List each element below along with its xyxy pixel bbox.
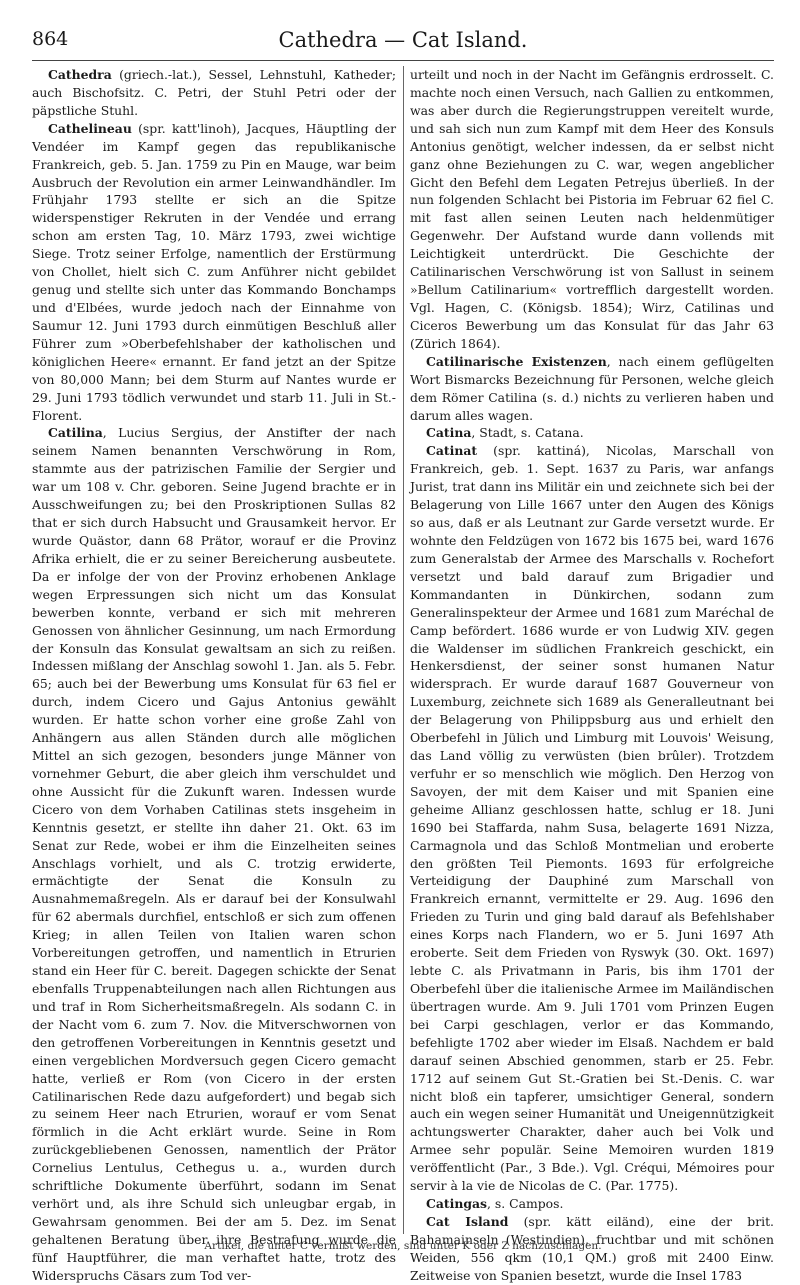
entry-text: (spr. kattiná), Nicolas, Marschall von Frankreich, geb. 1. Sept. 1637 zu Paris, war anfangs Jurist, trat dann ins Militär ein und zeichnete sich bei der Belagerung von Lille 1667 unter den Augen des Königs so aus, daß er als Leutnant zur Garde versetzt wurde. Er wohnte den Feldzügen von 1672 bis 1675 bei, ward 1676 zum Generalstab der Armee des Marschalls v. Rochefort versetzt und bald darauf zum Brigadier und Kommandanten in Dünkirchen, sodann zum Generalinspekteur der Armee und 1681 zum Maréchal de Camp befördert. 1686 wurde er von Ludwig XIV. gegen die Waldenser im südlichen Frankreich geschickt, ein Henkersdienst, der seiner sonst humanen Natur widersprach. Er wurde darauf 1687 Gouverneur von Luxemburg, zeichnete sich 1689 als Generalleutnant bei der Belagerung von Philippsburg aus und erhielt den Oberbefehl in Jülich und Limburg mit Louvois' Weisung, das Land völlig zu verwüsten (bien brûler). Trotzdem verfuhr er so menschlich wie möglich. Den Herzog von Savoyen, der mit dem Kaiser und mit Spanien eine geheime Allianz geschlossen hatte, schlug er 18. Juni 1690 bei Staffarda, nahm Susa, belagerte 1691 Nizza, Carmagnola und das Schloß Montmelian und eroberte den größten Teil Piemonts. 1693 für erfolgreiche Verteidigung der Dauphiné zum Marschall von Frankreich ernannt, vermittelte er 29. Aug. 1696 den Frieden zu Turin und ging bald darauf als Befehlshaber eines Korps nach Flandern, wo er 5. Juni 1697 Ath eroberte. Seit dem Frieden von Ryswyk (30. Okt. 1697) lebte C. als Privatmann in Paris, bis ihm 1701 der Oberbefehl über die italienische Armee im Mailändischen übertragen wurde. Am 9. Juli 1701 vom Prinzen Eugen bei Carpi geschlagen, verlor er das Kommando, befehligte 1702 aber wieder im Elsaß. Nachdem er bald darauf seinen Abschied genommen, starb er 25. Febr. 1712 auf seinem Gut St.-Gratien bei St.-Denis. C. war nicht bloß ein tapferer, umsichtiger General, sondern auch ein wegen seiner Humanität und Uneigennützigkeit achtungswerter Charakter, daher auch bei Volk und Armee sehr populär. Seine Memoiren wurden 1819 veröffentlicht (Par., 3 Bde.). Vgl. Créqui, Mémoires pour servir à la vie de Nicolas de C. (Par. 1775). (410, 443, 774, 1194)
entry-text: , Stadt, s. Catana. (471, 425, 584, 441)
headword: Catilinarische Existenzen (426, 353, 607, 369)
entry-catina (410, 424, 774, 442)
entry-text: , Lucius Sergius, der Anstifter der nach seinem Namen benannten Verschwörung in Rom, stammte aus der patrizischen Familie der Sergier und war um 108 v. Chr. geboren. Seine Jugend brachte er in Ausschweifungen zu; bei den Proskriptionen Sullas 82 that er sich durch Habsucht und Grausamkeit hervor. Er wurde Quästor, dann 68 Prätor, worauf er die Provinz Afrika erhielt, die er zu seiner Bereicherung ausbeutete. Da er infolge der von der Provinz erhobenen Anklage wegen Erpressungen sich nicht um das Konsulat bewerben konnte, verband er sich mit mehreren Genossen von ähnlicher Gesinnung, um nach Ermordung der Konsuln das Konsulat gewaltsam an sich zu reißen. Indessen mißlang der Anschlag sowohl 1. Jan. als 5. Febr. 65; auch bei der Bewerbung ums Konsulat für 63 fiel er durch, indem Cicero und Gajus Antonius gewählt wurden. Er hatte schon vorher eine große Zahl von Anhängern aus allen Ständen durch alle möglichen Mittel an sich gezogen, besonders junge Männer von vornehmer Geburt, die aber gleich ihm verschuldet und ohne Aussicht für die Zukunft waren. Indessen wurde Cicero von dem Vorhaben Catilinas stets insgeheim in Kenntnis gesetzt, er stellte ihn daher 21. Okt. 63 im Senat zur Rede, wobei er ihm die Einzelheiten seines Anschlags vorhielt, und als C. trotzig erwiderte, ermächtigte der Senat die Konsuln zu Ausnahmemaßregeln. Als er darauf bei der Konsulwahl für 62 abermals durchfiel, entschloß er sich zum offenen Krieg; in allen Teilen von Italien waren schon Vorbereitungen getroffen, und namentlich in Etrurien stand ein Heer für C. bereit. Dagegen schickte der Senat ebenfalls Truppenabteilungen nach allen Richtungen aus und traf in Rom Sicherheitsmaßregeln. Als sodann C. in der Nacht vom 6. zum 7. Nov. die Mitverschwornen von den getroffenen Vorbereitungen in Kenntnis gesetzt und einen vergeblichen Mordversuch gegen Cicero gemacht hatte, verließ er Rom (von Cicero in der ersten Catilinarischen Rede dazu aufgefordert) und begab sich zu seinem Heer nach Etrurien, worauf er vom Senat förmlich in die Acht erklärt wurde. Seine in Rom zurückgebliebenen Genossen, namentlich der Prätor Cornelius Lentulus, Cethegus u. a., wurden durch schriftliche Dokumente überführt, sodann im Senat verhört und, als ihre Schuld sich unleugbar ergab, in Gewahrsam genommen. Bei der am 5. Dez. im Senat gehaltenen Beratung über ihre Bestrafung wurde die fünf Hauptführer, die man verhaftet hatte, trotz des Widerspruchs Cäsars zum Tod ver- (32, 425, 396, 1283)
entry-catingas (410, 1195, 774, 1213)
entry-cathedra (32, 66, 396, 120)
entry-cathelineau (32, 120, 396, 425)
footer-note: Artikel, die unter C vermißt werden, sind unter K oder Z nachzuschlagen. (204, 1240, 602, 1252)
column-divider (403, 66, 404, 1234)
entry-catilina-continued (410, 66, 774, 353)
right-column (410, 66, 774, 1285)
entry-text: (spr. katt'linoh), Jacques, Häuptling der Vendéer im Kampf gegen das republikanische Frankreich, geb. 5. Jan. 1759 zu Pin en Mauge, war beim Ausbruch der Revolution ein armer Leinwandhändler. Im Frühjahr 1793 stellte er sich an die Spitze widerspenstiger Rekruten in der Vendée und errang schon am ersten Tag, 10. März 1793, zwei wichtige Siege. Trotz seiner Erfolge, namentlich der Erstürmung von Chollet, hielt sich C. zum Anführer nicht gebildet genug und stellte sich unter das Kommando Bonchamps und d'Elbées, wurde jedoch nach der Einnahme von Saumur 12. Juni 1793 durch einmütigen Beschluß aller Führer zum »Oberbefehlshaber der katholischen und königlichen Heere« ernannt. Er fand jetzt an der Spitze von 80,000 Mann; bei dem Sturm auf Nantes wurde er 29. Juni 1793 tödlich verwundet und starb 11. Juli in St.-Florent. (32, 120, 396, 423)
running-title: Cathedra — Cat Island. (278, 28, 528, 52)
entry-text: , s. Campos. (487, 1196, 564, 1212)
page-number: 864 (32, 28, 69, 50)
headword: Catinat (426, 443, 478, 459)
entry-catilina (32, 424, 396, 1284)
headword: Catingas (426, 1196, 487, 1212)
entry-text: , nach einem geflügelten Wort Bismarcks Bezeichnung für Personen, welche gleich dem Römer Catilina (s. d.) nichts zu verlieren haben und darum alles wagen. (410, 353, 774, 423)
entry-catinat (410, 442, 774, 1195)
headword: Catilina (48, 425, 103, 441)
entry-text: (spr. kätt eiländ), eine der brit. Bahamainseln (Westindien), fruchtbar und mit schönen Weiden, 556 qkm (10,1 QM.) groß mit 2400 Einw. Zeitweise von Spanien besetzt, wurde die Insel 1783 (410, 1214, 774, 1283)
header-rule (32, 60, 774, 61)
headword: Catina (426, 425, 472, 441)
entry-text: urteilt und noch in der Nacht im Gefängnis erdrosselt. C. machte noch einen Versuch, nach Gallien zu entkommen, was aber durch die Regierungstruppen vereitelt wurde, und sah sich nun zum Kampf mit dem Heer des Konsuls Antonius genötigt, welcher indessen, da er selbst nicht ganz ohne Beziehungen zu C. war, wegen angeblicher Gicht den Befehl dem Legaten Petrejus überließ. In der nun folgenden Schlacht bei Pistoria im Februar 62 fiel C. mit fast allen seinen Leuten nach heldenmütiger Gegenwehr. Der Aufstand wurde dann vollends mit Leichtigkeit unterdrückt. Die Geschichte der Catilinarischen Verschwörung ist von Sallust in seinem »Bellum Catilinarium« vortrefflich dargestellt worden. Vgl. Hagen, C. (Königsb. 1854); Wirz, Catilinas und Ciceros Bewerbung um das Konsulat für das Jahr 63 (Zürich 1864). (410, 67, 774, 351)
headword: Cathedra (48, 67, 112, 82)
entry-text: (griech.-lat.), Sessel, Lehnstuhl, Katheder; auch Bischofsitz. C. Petri, der Stuhl Petri oder der päpstliche Stuhl. (32, 67, 396, 118)
headword: Cathelineau (48, 120, 132, 136)
headword: Cat Island (426, 1214, 509, 1229)
left-column (32, 66, 396, 1285)
entry-catilinarische-existenzen (410, 353, 774, 425)
page-header (32, 28, 774, 60)
